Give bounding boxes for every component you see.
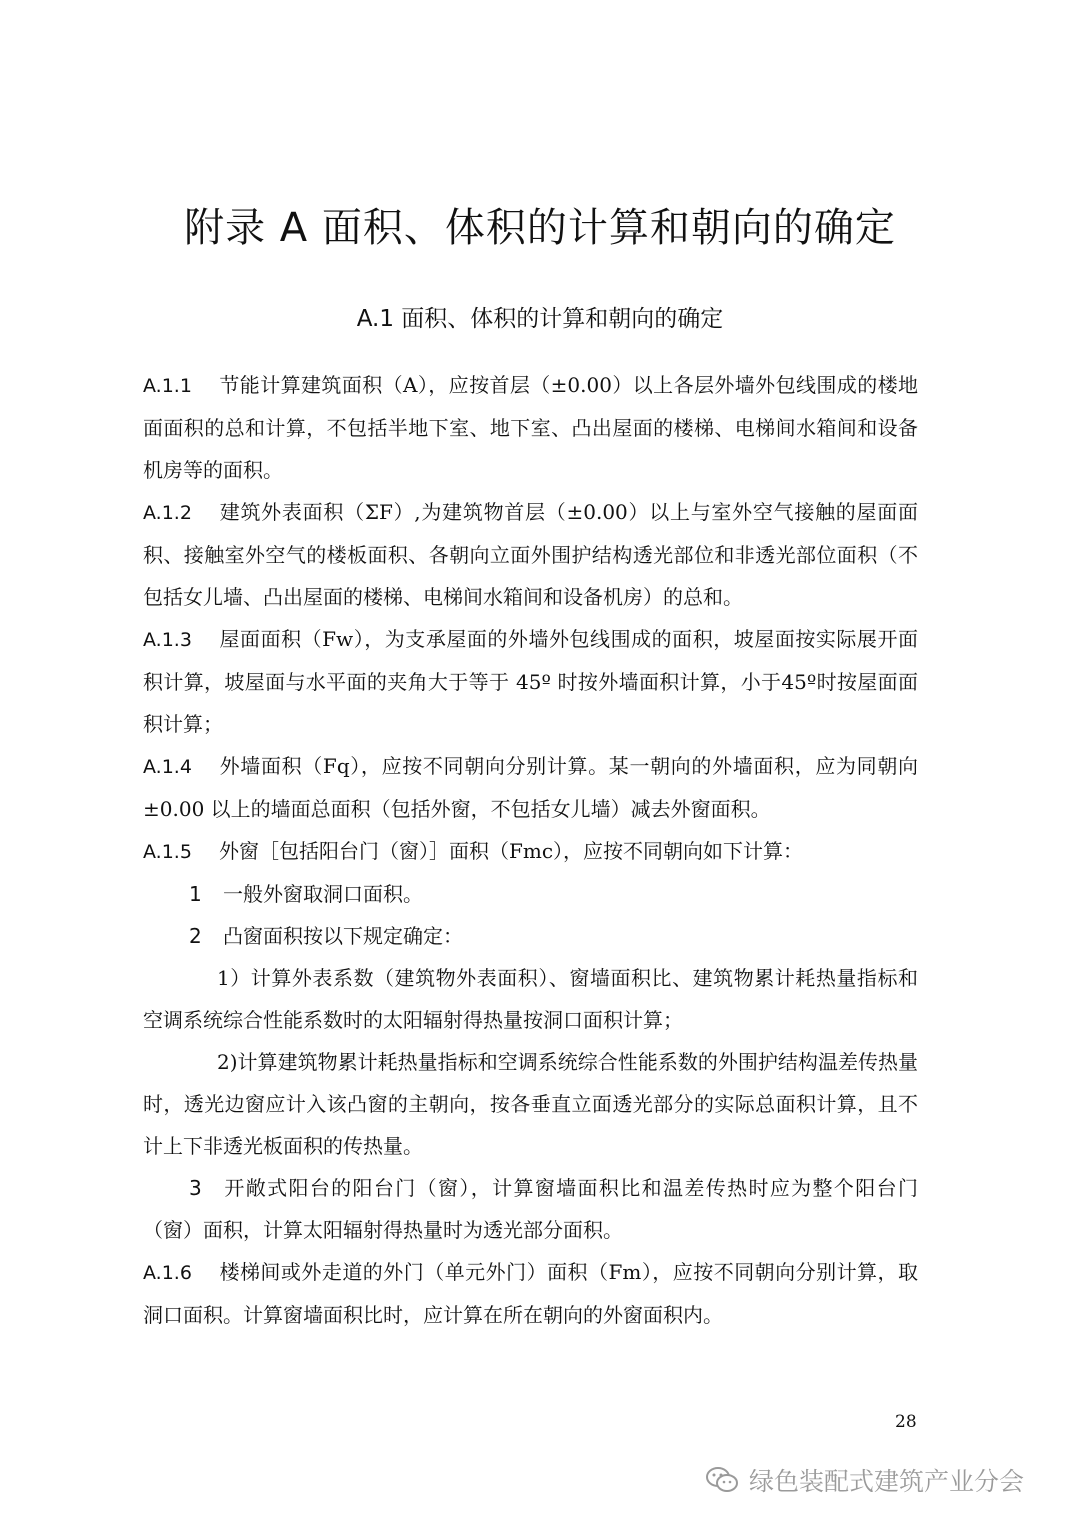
sub-item-text: 1）计算外表系数（建筑物外表面积）、窗墙面积比、建筑物累计耗热量指标和空调系统综合性能系数时的太阳辐射得热量按洞口面积计算； bbox=[143, 966, 918, 1032]
item-number: 2 bbox=[189, 924, 202, 948]
clause-a-1-4 bbox=[143, 745, 918, 830]
clause-a-1-1 bbox=[143, 364, 918, 491]
item-number: 1 bbox=[189, 882, 202, 906]
clause-text: 节能计算建筑面积（A），应按首层（±0.00）以上各层外墙外包线围成的楼地面面积的总和计算，不包括半地下室、地下室、凸出屋面的楼梯、电梯间水箱间和设备机房等的面积。 bbox=[143, 373, 918, 482]
clause-text: 建筑外表面积（ΣF）,为建筑物首层（±0.00）以上与室外空气接触的屋面面积、接触室外空气的楼板面积、各朝向立面外围护结构透光部位和非透光部位面积（不包括女儿墙、凸出屋面的楼梯、电梯间水箱间和设备机房）的总和。 bbox=[143, 500, 918, 609]
clause-text: 楼梯间或外走道的外门（单元外门）面积（Fm），应按不同朝向分别计算，取洞口面积。计算窗墙面积比时，应计算在所在朝向的外窗面积内。 bbox=[143, 1260, 918, 1327]
sub-item bbox=[143, 1041, 918, 1167]
item-text: 凸窗面积按以下规定确定： bbox=[223, 924, 463, 948]
clause-text: 屋面面积（Fw），为支承屋面的外墙外包线围成的面积，坡屋面按实际展开面积计算，坡屋面与水平面的夹角大于等于 45º 时按外墙面积计算，小于45º时按屋面面积计算； bbox=[143, 627, 918, 736]
list-item bbox=[143, 1167, 918, 1251]
clause-a-1-5 bbox=[143, 830, 918, 873]
clause-number: A.1.3 bbox=[143, 629, 192, 651]
clause-a-1-6 bbox=[143, 1251, 918, 1336]
item-number: 3 bbox=[189, 1176, 202, 1200]
clause-text: 外窗［包括阳台门（窗）］面积（Fmc），应按不同朝向如下计算： bbox=[219, 839, 804, 863]
sub-item-text: 2)计算建筑物累计耗热量指标和空调系统综合性能系数的外围护结构温差传热量时，透光边窗应计入该凸窗的主朝向，按各垂直立面透光部分的实际总面积计算，且不计上下非透光板面积的传热量。 bbox=[143, 1050, 918, 1158]
section-title: A.1 面积、体积的计算和朝向的确定 bbox=[356, 306, 724, 332]
clause-number: A.1.2 bbox=[143, 502, 192, 524]
list-item bbox=[143, 873, 918, 915]
clause-number: A.1.4 bbox=[143, 756, 192, 778]
wechat-icon bbox=[705, 1465, 739, 1495]
clause-number: A.1.5 bbox=[143, 841, 192, 863]
watermark bbox=[705, 1462, 1024, 1498]
clause-a-1-3 bbox=[143, 618, 918, 745]
watermark-text: 绿色装配式建筑产业分会 bbox=[749, 1467, 1025, 1496]
clause-a-1-2 bbox=[143, 491, 918, 618]
clause-number: A.1.6 bbox=[143, 1262, 192, 1284]
clause-number: A.1.1 bbox=[143, 375, 192, 397]
item-text: 一般外窗取洞口面积。 bbox=[223, 882, 423, 906]
document-body bbox=[143, 364, 918, 1336]
sub-item bbox=[143, 957, 918, 1041]
item-text: 开敞式阳台的阳台门（窗），计算窗墙面积比和温差传热时应为整个阳台门（窗）面积，计算太阳辐射得热量时为透光部分面积。 bbox=[143, 1176, 918, 1242]
list-item bbox=[143, 915, 918, 957]
page-number: 28 bbox=[895, 1412, 917, 1432]
clause-text: 外墙面积（Fq），应按不同朝向分别计算。某一朝向的外墙面积，应为同朝向±0.00 以上的墙面总面积（包括外窗，不包括女儿墙）减去外窗面积。 bbox=[143, 754, 918, 821]
chapter-title: 附录 A 面积、体积的计算和朝向的确定 bbox=[184, 205, 896, 251]
